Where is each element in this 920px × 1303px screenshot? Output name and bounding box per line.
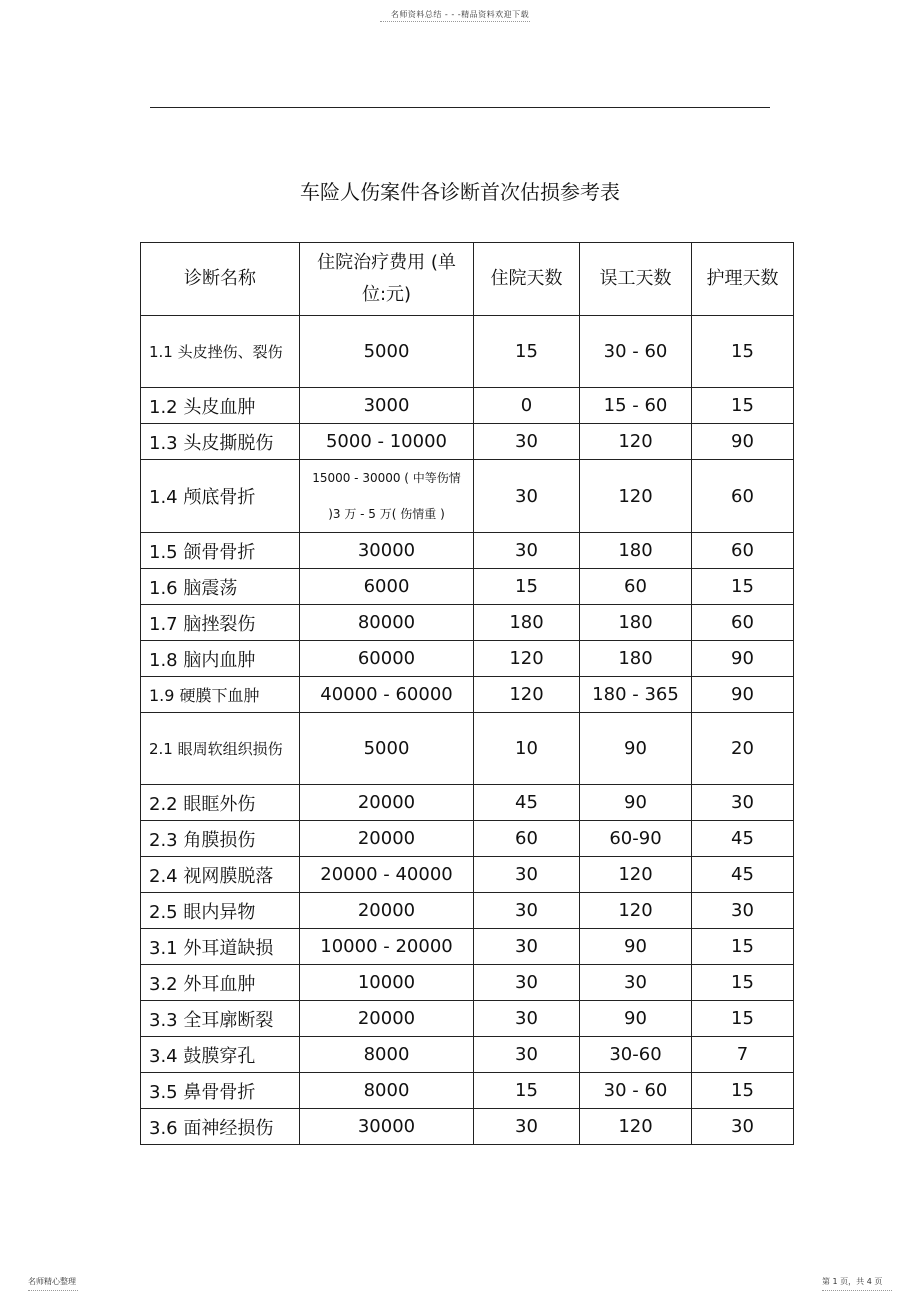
table-row	[141, 893, 794, 929]
care-days-cell: 30	[692, 893, 794, 929]
table-row	[141, 677, 794, 713]
diagnosis-cell: 2.2 眼眶外伤	[141, 785, 300, 821]
hospital-days-cell: 30	[474, 965, 580, 1001]
table-row	[141, 424, 794, 460]
table-row	[141, 713, 794, 785]
care-days-cell: 45	[692, 821, 794, 857]
hospital-days-cell: 30	[474, 857, 580, 893]
cost-cell: 8000	[300, 1037, 474, 1073]
table-row	[141, 1109, 794, 1145]
care-days-cell: 60	[692, 460, 794, 533]
work-days-cell: 120	[580, 460, 692, 533]
diagnosis-cell: 1.2 头皮血肿	[141, 388, 300, 424]
care-days-cell: 45	[692, 857, 794, 893]
work-days-cell: 90	[580, 1001, 692, 1037]
hospital-days-cell: 15	[474, 1073, 580, 1109]
care-days-cell: 7	[692, 1037, 794, 1073]
table-row	[141, 388, 794, 424]
table-row	[141, 857, 794, 893]
cost-cell: 20000 - 40000	[300, 857, 474, 893]
cost-cell: 30000	[300, 1109, 474, 1145]
header-hospital-days: 住院天数	[474, 243, 580, 316]
cost-cell: 15000 - 30000 ( 中等伤情 )3 万 - 5 万( 伤情重 )	[300, 460, 474, 533]
table-row	[141, 965, 794, 1001]
table-row	[141, 1001, 794, 1037]
cost-cell: 10000 - 20000	[300, 929, 474, 965]
hospital-days-cell: 30	[474, 1001, 580, 1037]
cost-cell: 3000	[300, 388, 474, 424]
hospital-days-cell: 0	[474, 388, 580, 424]
work-days-cell: 15 - 60	[580, 388, 692, 424]
footer-divider-right	[822, 1290, 892, 1291]
work-days-cell: 120	[580, 424, 692, 460]
diagnosis-cell: 3.5 鼻骨骨折	[141, 1073, 300, 1109]
cost-cell: 5000	[300, 713, 474, 785]
diagnosis-cell: 3.3 全耳廓断裂	[141, 1001, 300, 1037]
work-days-cell: 90	[580, 785, 692, 821]
header-cost: 住院治疗费用 (单位:元)	[300, 243, 474, 316]
diagnosis-cell: 2.5 眼内异物	[141, 893, 300, 929]
table-row	[141, 569, 794, 605]
cost-cell: 6000	[300, 569, 474, 605]
document-title: 车险人伤案件各诊断首次估损参考表	[300, 180, 620, 204]
header-care-days: 护理天数	[692, 243, 794, 316]
work-days-cell: 180	[580, 641, 692, 677]
hospital-days-cell: 45	[474, 785, 580, 821]
diagnosis-cell: 1.8 脑内血肿	[141, 641, 300, 677]
table-row	[141, 785, 794, 821]
cost-cell: 20000	[300, 893, 474, 929]
hospital-days-cell: 10	[474, 713, 580, 785]
hospital-days-cell: 120	[474, 677, 580, 713]
table-row	[141, 641, 794, 677]
table-row	[141, 316, 794, 388]
header-work-days: 误工天数	[580, 243, 692, 316]
diagnosis-cell: 2.1 眼周软组织损伤	[141, 713, 300, 785]
cost-cell: 10000	[300, 965, 474, 1001]
care-days-cell: 60	[692, 605, 794, 641]
table-row	[141, 1073, 794, 1109]
hospital-days-cell: 30	[474, 893, 580, 929]
diagnosis-cell: 1.9 硬膜下血肿	[141, 677, 300, 713]
work-days-cell: 30 - 60	[580, 1073, 692, 1109]
work-days-cell: 60-90	[580, 821, 692, 857]
work-days-cell: 30	[580, 965, 692, 1001]
table-header-row	[141, 243, 794, 316]
cost-cell: 5000	[300, 316, 474, 388]
cost-cell: 30000	[300, 533, 474, 569]
work-days-cell: 120	[580, 1109, 692, 1145]
header-note: 名师资料总结 - - -精品资料欢迎下载	[390, 10, 530, 19]
footer-left: 名师精心整理	[28, 1277, 76, 1286]
hospital-days-cell: 30	[474, 533, 580, 569]
care-days-cell: 30	[692, 1109, 794, 1145]
diagnosis-cell: 3.6 面神经损伤	[141, 1109, 300, 1145]
diagnosis-cell: 3.4 鼓膜穿孔	[141, 1037, 300, 1073]
hospital-days-cell: 120	[474, 641, 580, 677]
diagnosis-cell: 3.1 外耳道缺损	[141, 929, 300, 965]
hospital-days-cell: 15	[474, 569, 580, 605]
hospital-days-cell: 30	[474, 1037, 580, 1073]
work-days-cell: 60	[580, 569, 692, 605]
hospital-days-cell: 30	[474, 460, 580, 533]
table-row	[141, 821, 794, 857]
hospital-days-cell: 60	[474, 821, 580, 857]
care-days-cell: 15	[692, 388, 794, 424]
cost-cell: 40000 - 60000	[300, 677, 474, 713]
cost-cell: 5000 - 10000	[300, 424, 474, 460]
care-days-cell: 20	[692, 713, 794, 785]
diagnosis-cell: 3.2 外耳血肿	[141, 965, 300, 1001]
cost-cell: 80000	[300, 605, 474, 641]
care-days-cell: 90	[692, 424, 794, 460]
diagnosis-cell: 1.7 脑挫裂伤	[141, 605, 300, 641]
table-row	[141, 533, 794, 569]
table-row	[141, 929, 794, 965]
work-days-cell: 90	[580, 929, 692, 965]
page-indicator: 第 1 页，共 4 页	[822, 1277, 883, 1286]
care-days-cell: 15	[692, 316, 794, 388]
work-days-cell: 30-60	[580, 1037, 692, 1073]
work-days-cell: 180	[580, 533, 692, 569]
work-days-cell: 120	[580, 893, 692, 929]
header-diagnosis: 诊断名称	[141, 243, 300, 316]
care-days-cell: 90	[692, 641, 794, 677]
work-days-cell: 90	[580, 713, 692, 785]
hospital-days-cell: 30	[474, 424, 580, 460]
care-days-cell: 15	[692, 1073, 794, 1109]
care-days-cell: 15	[692, 569, 794, 605]
work-days-cell: 180	[580, 605, 692, 641]
hospital-days-cell: 15	[474, 316, 580, 388]
estimate-table	[140, 242, 794, 1145]
work-days-cell: 180 - 365	[580, 677, 692, 713]
work-days-cell: 30 - 60	[580, 316, 692, 388]
diagnosis-cell: 2.4 视网膜脱落	[141, 857, 300, 893]
diagnosis-cell: 2.3 角膜损伤	[141, 821, 300, 857]
diagnosis-cell: 1.4 颅底骨折	[141, 460, 300, 533]
hospital-days-cell: 30	[474, 1109, 580, 1145]
care-days-cell: 60	[692, 533, 794, 569]
care-days-cell: 15	[692, 1001, 794, 1037]
diagnosis-cell: 1.5 颌骨骨折	[141, 533, 300, 569]
diagnosis-cell: 1.6 脑震荡	[141, 569, 300, 605]
cost-cell: 20000	[300, 821, 474, 857]
table-row	[141, 605, 794, 641]
footer-divider-left	[28, 1290, 78, 1291]
hospital-days-cell: 180	[474, 605, 580, 641]
cost-cell: 20000	[300, 785, 474, 821]
table-body	[141, 316, 794, 1145]
header-divider	[380, 21, 530, 24]
care-days-cell: 15	[692, 965, 794, 1001]
care-days-cell: 90	[692, 677, 794, 713]
table-row	[141, 1037, 794, 1073]
cost-cell: 20000	[300, 1001, 474, 1037]
care-days-cell: 15	[692, 929, 794, 965]
cost-cell: 60000	[300, 641, 474, 677]
cost-cell: 8000	[300, 1073, 474, 1109]
diagnosis-cell: 1.1 头皮挫伤、裂伤	[141, 316, 300, 388]
top-rule	[150, 107, 770, 108]
care-days-cell: 30	[692, 785, 794, 821]
work-days-cell: 120	[580, 857, 692, 893]
hospital-days-cell: 30	[474, 929, 580, 965]
diagnosis-cell: 1.3 头皮撕脱伤	[141, 424, 300, 460]
table-row	[141, 460, 794, 533]
